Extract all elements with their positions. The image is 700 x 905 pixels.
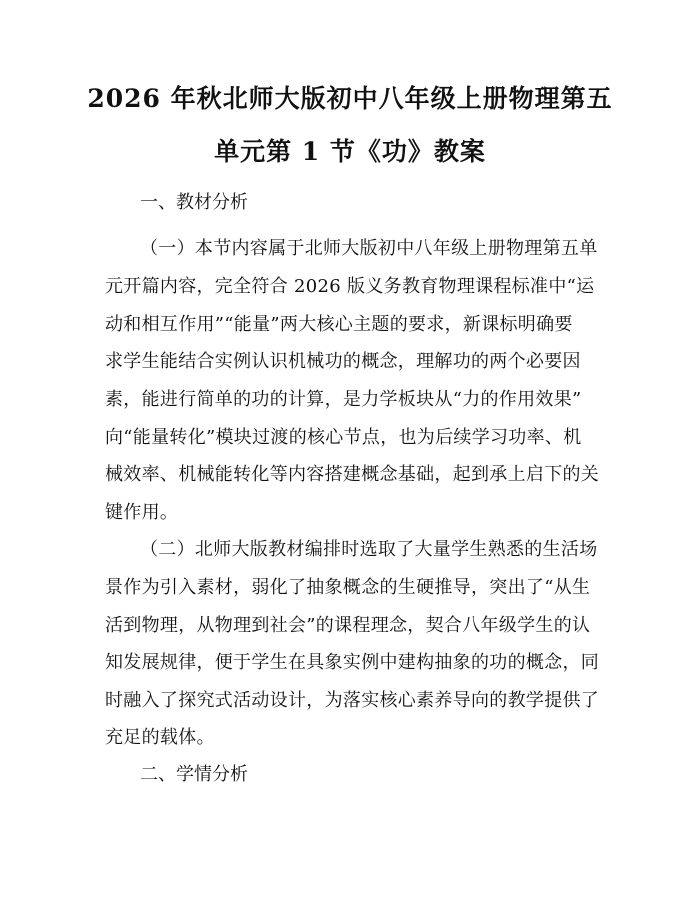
- paragraph-line: 素，能进行简单的功的计算，是力学板块从“力的作用效果”: [105, 389, 582, 410]
- paragraph-line: 时融入了探究式活动设计，为落实核心素养导向的教学提供了: [105, 690, 600, 711]
- paragraph-line: 景作为引入素材，弱化了抽象概念的生硬推导，突出了“从生: [105, 577, 591, 598]
- section-heading-textbook-analysis: 一、教材分析: [140, 192, 248, 213]
- paragraph-line: 求学生能结合实例认识机械功的概念，理解功的两个必要因: [105, 351, 581, 372]
- section-heading-student-analysis: 二、学情分析: [140, 764, 248, 785]
- paragraph-line: 向“能量转化”模块过渡的核心节点，也为后续学习功率、机: [105, 427, 582, 448]
- paragraph-line: 元开篇内容，完全符合 2026 版义务教育物理课程标准中“运: [105, 276, 595, 297]
- paragraph-line: 知发展规律，便于学生在具象实例中建构抽象的功的概念，同: [105, 652, 600, 673]
- paragraph-line: 动和相互作用”“能量”两大核心主题的要求，新课标明确要: [105, 314, 573, 335]
- paragraph-line: 键作用。: [105, 502, 179, 523]
- paragraph-line: 活到物理，从物理到社会”的课程理念，契合八年级学生的认: [105, 615, 591, 636]
- document-title-line-1: 2026 年秋北师大版初中八年级上册物理第五: [87, 84, 613, 113]
- document-title-line-2: 单元第 1 节《功》教案: [214, 137, 486, 166]
- paragraph-line: （二）北师大版教材编排时选取了大量学生熟悉的生活场: [140, 539, 598, 560]
- paragraph-line: （一）本节内容属于北师大版初中八年级上册物理第五单: [140, 238, 598, 259]
- paragraph-line: 械效率、机械能转化等内容搭建概念基础，起到承上启下的关: [105, 464, 600, 485]
- paragraph-line: 充足的载体。: [105, 727, 215, 748]
